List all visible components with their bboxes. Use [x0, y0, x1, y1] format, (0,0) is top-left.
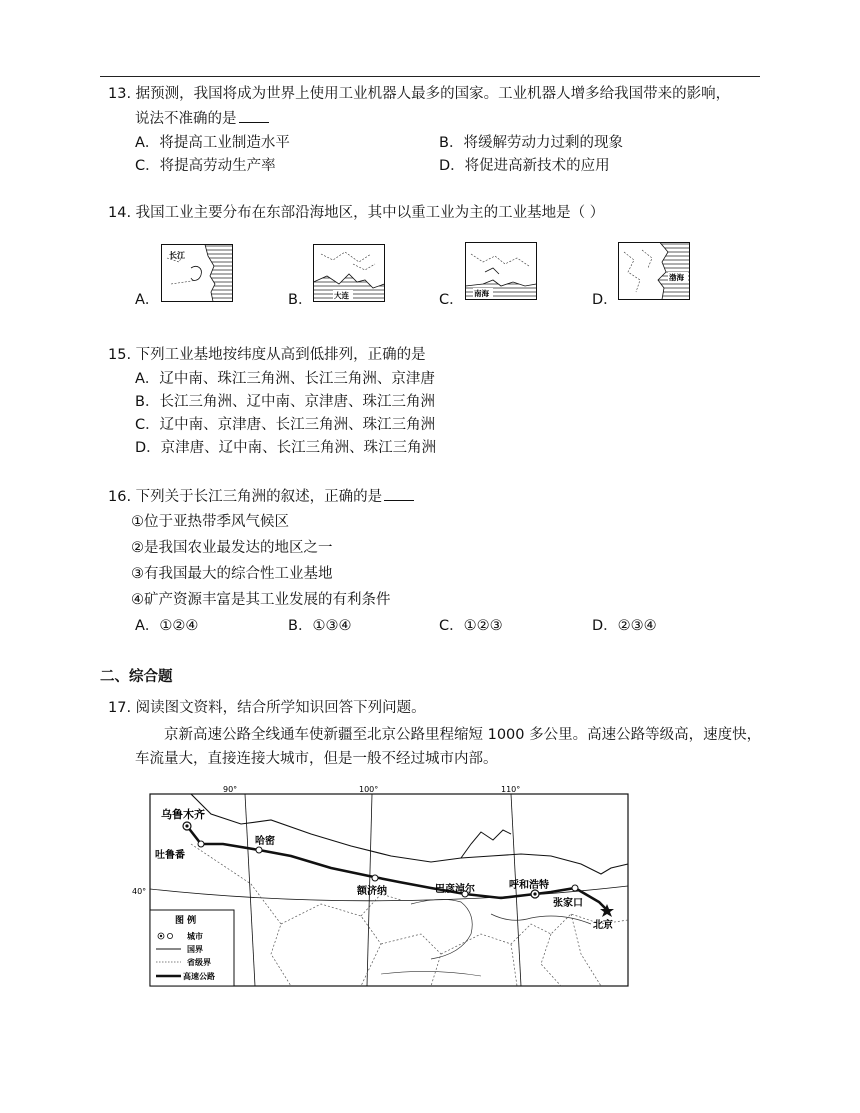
q14-stem: 14. 我国工业主要分布在东部沿海地区，其中以重工业为主的工业基地是（ ） [108, 205, 605, 221]
legend-title: 图 例 [175, 916, 197, 926]
q16-statement-2: ②是我国农业最发达的地区之一 [131, 540, 333, 556]
q16-statement-3: ③有我国最大的综合性工业基地 [131, 566, 333, 582]
city-hohhot: 呼和浩特 [509, 880, 549, 891]
legend-provincial-border: 省级界 [187, 958, 211, 967]
longitude-100: 100° [359, 785, 379, 794]
q16-option-c[interactable]: C．①②③ [439, 618, 503, 634]
legend-national-border: 国界 [187, 945, 203, 954]
q15-option-d[interactable]: D．京津唐、辽中南、长江三角洲、珠江三角洲 [135, 440, 437, 456]
answer-blank[interactable] [239, 108, 269, 123]
q13-stem-line2: 说法不准确的是 [135, 108, 269, 129]
q17-map [131, 784, 631, 988]
latitude-40: 40° [132, 887, 147, 896]
city-turpan: 吐鲁番 [155, 850, 185, 861]
q13-option-c[interactable]: C．将提高劳动生产率 [135, 158, 276, 174]
q14-map-d[interactable] [618, 242, 690, 300]
q14-option-c-letter[interactable]: C． [439, 292, 464, 308]
q14-option-b-letter[interactable]: B． [288, 292, 313, 308]
q13-option-d[interactable]: D．将促进高新技术的应用 [439, 158, 610, 174]
q13-stem-line1: 13. 据预测，我国将成为世界上使用工业机器人最多的国家。工业机器人增多给我国带来的影响， [108, 86, 731, 102]
q14-option-a-letter[interactable]: A． [135, 292, 160, 308]
city-beijing: 北京 [593, 920, 613, 931]
q16-option-d[interactable]: D．②③④ [592, 618, 657, 634]
map-label-changjiang: 长江 [169, 251, 185, 260]
q17-paragraph: 京新高速公路全线通车使新疆至北京公路里程缩短 1000 多公里。高速公路等级高，速度快，车流量大，直接连接大城市，但是一般不经过城市内部。 [135, 727, 762, 767]
longitude-90: 90° [223, 785, 238, 794]
city-bayannur: 巴彦淖尔 [435, 884, 475, 895]
map-label-bohai: 渤海 [669, 273, 684, 282]
section-title: 二、综合题 [100, 669, 173, 685]
legend-highway: 高速公路 [183, 972, 215, 981]
q15-option-a[interactable]: A．辽中南、珠江三角洲、长江三角洲、京津唐 [135, 371, 435, 387]
legend-city: 城市 [187, 932, 203, 941]
header-rule [100, 76, 760, 77]
city-urumqi: 乌鲁木齐 [161, 808, 205, 821]
q15-option-c[interactable]: C．辽中南、京津唐、长江三角洲、珠江三角洲 [135, 417, 436, 433]
q14-option-d-letter[interactable]: D． [592, 292, 618, 308]
q16-statement-4: ④矿产资源丰富是其工业发展的有利条件 [131, 592, 391, 608]
city-zhangjiakou: 张家口 [553, 898, 583, 909]
q16-statement-1: ①位于亚热带季风气候区 [131, 514, 289, 530]
q15-stem: 15. 下列工业基地按纬度从高到低排列，正确的是 [108, 347, 426, 363]
longitude-110: 110° [501, 785, 521, 794]
q16-stem: 16. 下列关于长江三角洲的叙述，正确的是 [108, 486, 414, 507]
answer-blank[interactable] [384, 486, 414, 501]
q14-map-a[interactable] [161, 244, 233, 302]
q16-option-b[interactable]: B．①③④ [288, 618, 352, 634]
q13-option-b[interactable]: B．将缓解劳动力过剩的现象 [439, 135, 623, 151]
map-label-nanhai: 南海 [474, 289, 489, 298]
q17-stem: 17. 阅读图文资料，结合所学知识回答下列问题。 [108, 700, 426, 716]
q14-map-c[interactable] [465, 242, 537, 300]
q13-option-a[interactable]: A．将提高工业制造水平 [135, 135, 290, 151]
q16-option-a[interactable]: A．①②④ [135, 618, 199, 634]
map-label-dalian: 大连 [334, 291, 349, 300]
city-hami: 哈密 [255, 836, 275, 847]
map-legend [150, 910, 234, 986]
q14-map-b[interactable] [313, 244, 385, 302]
city-ejina: 额济纳 [357, 886, 387, 897]
q15-option-b[interactable]: B．长江三角洲、辽中南、京津唐、珠江三角洲 [135, 394, 435, 410]
